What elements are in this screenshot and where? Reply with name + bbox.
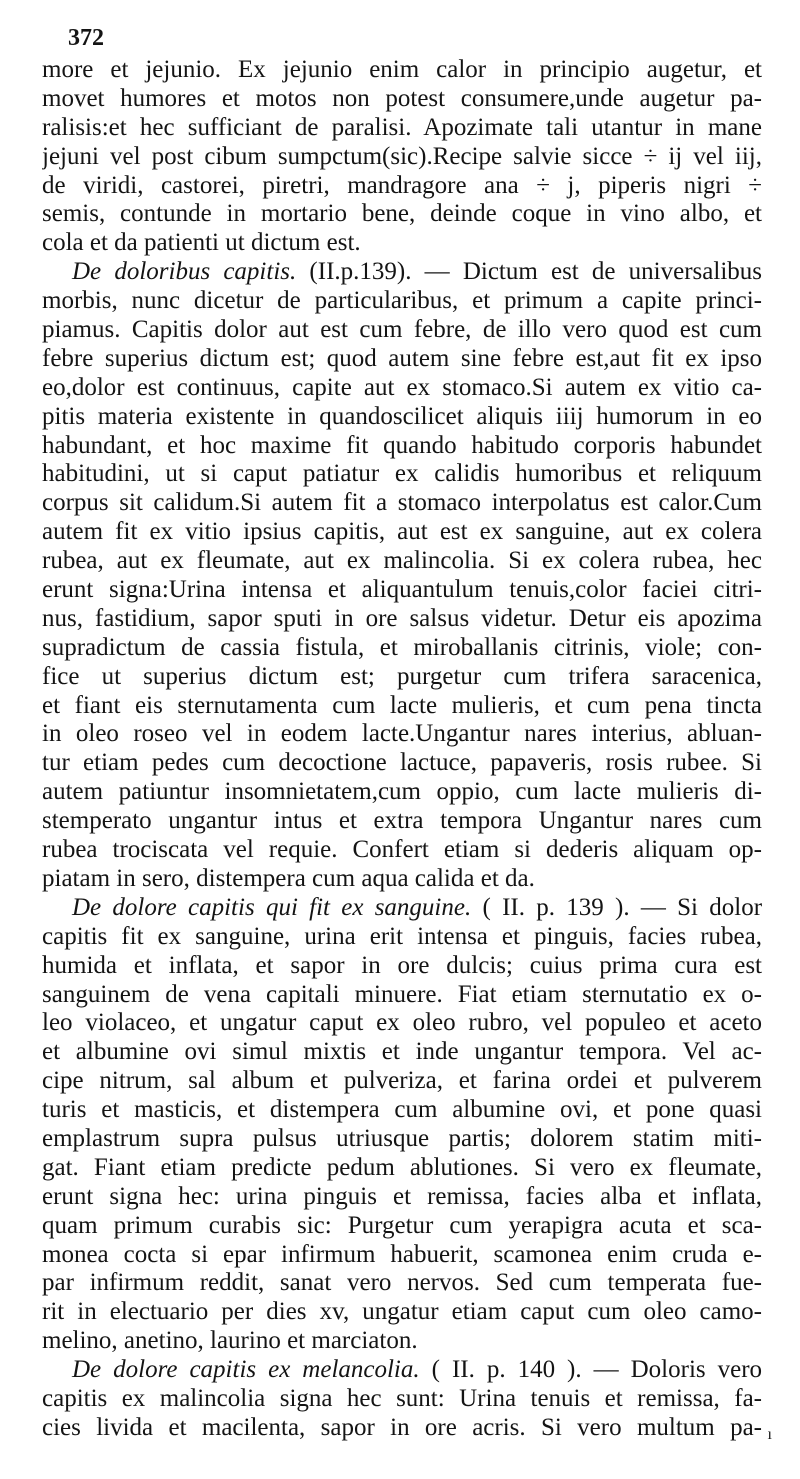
text-line: ralisis:et hec sufficiant de paralisi. Apozimate tali utantur in mane bbox=[42, 113, 762, 141]
text-line: autem patiuntur insomnietatem,cum oppio, cum lacte mulieris di- bbox=[42, 778, 762, 806]
section-reference: ( II. p. 139 ). bbox=[482, 893, 630, 921]
text-line: supradictum de cassia fistula, et miroballanis citrinis, viole; con- bbox=[42, 633, 762, 661]
text-line: erunt signa:Urina intensa et aliquantulum tenuis,color faciei citri- bbox=[42, 576, 762, 604]
paragraph-paralysis-end bbox=[42, 56, 762, 258]
section-heading-line bbox=[42, 1356, 762, 1385]
text-line: autem fit ex vitio ipsius capitis, aut est ex sanguine, aut ex colera bbox=[42, 518, 762, 546]
text-line: et fiant eis sternutamenta cum lacte mulieris, et cum pena tincta bbox=[42, 691, 762, 719]
page-number: 372 bbox=[68, 25, 104, 51]
text-line: rubea, aut ex fleumate, aut ex malincolia. Si ex colera rubea, hec bbox=[42, 547, 762, 575]
section-reference: ( II. p. 140 ). bbox=[431, 1356, 582, 1384]
text-line: rubea trociscata vel requie. Confert etiam si dederis aliquam op- bbox=[42, 836, 762, 864]
text-line: leo violaceo, et ungatur caput ex oleo rubro, vel populeo et aceto bbox=[42, 1009, 762, 1037]
text-line: par infirmum reddit, sanat vero nervos. Sed cum temperata fue- bbox=[42, 1269, 762, 1297]
text-line: sanguinem de vena capitali minuere. Fiat etiam sternutatio ex o- bbox=[42, 980, 762, 1008]
text-line: et albumine ovi simul mixtis et inde ungantur tempora. Vel ac- bbox=[42, 1038, 762, 1066]
section-heading: De dolore capitis qui fit ex sanguine. bbox=[72, 893, 472, 921]
text-line: quam primum curabis sic: Purgetur cum yerapigra acuta et sca- bbox=[42, 1211, 762, 1239]
text-line: emplastrum supra pulsus utriusque partis; dolorem statim miti- bbox=[42, 1124, 762, 1152]
text-line: in oleo roseo vel in eodem lacte.Ungantur nares interius, abluan- bbox=[42, 720, 762, 748]
text-line: erunt signa hec: urina pinguis et remissa, facies alba et inflata, bbox=[42, 1182, 762, 1210]
text-line: gat. Fiant etiam predicte pedum ablutiones. Si vero ex fleumate, bbox=[42, 1153, 762, 1181]
text-line: fice ut superius dictum est; purgetur cum trifera saracenica, bbox=[42, 662, 762, 690]
text-line: melino, anetino, laurino et marciaton. bbox=[42, 1327, 418, 1355]
text-line: stemperato ungantur intus et extra tempora Ungantur nares cum bbox=[42, 807, 762, 835]
text-line: tur etiam pedes cum decoctione lactuce, papaveris, rosis rubee. Si bbox=[42, 749, 762, 777]
section-heading-continuation: — Dictum est de universalibus bbox=[424, 258, 762, 286]
text-line: febre superius dictum est; quod autem sine febre est,aut fit ex ipso bbox=[42, 344, 762, 372]
section-heading: De dolore capitis ex melancolia. bbox=[72, 1356, 420, 1384]
text-line: turis et masticis, et distempera cum albumine ovi, et pone quasi bbox=[42, 1096, 762, 1124]
text-line: piamus. Capitis dolor aut est cum febre, de illo vero quod est cum bbox=[42, 316, 762, 344]
text-line: eo,dolor est continuus, capite aut ex stomaco.Si autem ex vitio ca- bbox=[42, 373, 762, 401]
text-line: cipe nitrum, sal album et pulveriza, et farina ordei et pulverem bbox=[42, 1067, 762, 1095]
text-line: habundant, et hoc maxime fit quando habitudo corporis habundet bbox=[42, 431, 762, 459]
paragraph-headache-sanguine bbox=[42, 894, 762, 1356]
text-line: corpus sit calidum.Si autem fit a stomaco interpolatus est calor.Cum bbox=[42, 489, 762, 517]
text-line: morbis, nunc dicetur de particularibus, et primum a capite princi- bbox=[42, 287, 762, 315]
section-heading-continuation: — Doloris vero bbox=[593, 1356, 762, 1384]
paragraph-headache bbox=[42, 258, 762, 894]
text-line: habitudini, ut si caput patiatur ex calidis humoribus et reliquum bbox=[42, 460, 762, 488]
text-line: pitis materia existente in quandoscilicet aliquis iiij humorum in eo bbox=[42, 402, 762, 430]
text-line: piatam in sero, distempera cum aqua calida et da. bbox=[42, 864, 535, 892]
section-reference: (II.p.139). bbox=[309, 258, 412, 286]
section-heading-continuation: — Si dolor bbox=[640, 893, 762, 921]
text-line: more et jejunio. Ex jejunio enim calor in principio augetur, et bbox=[42, 56, 762, 83]
text-line: nus, fastidium, sapor sputi in ore salsus videtur. Detur eis apozima bbox=[42, 604, 762, 632]
text-line: movet humores et motos non potest consumere,unde augetur pa- bbox=[42, 84, 762, 112]
section-heading: De doloribus capitis. bbox=[72, 258, 297, 286]
section-heading-line bbox=[42, 894, 762, 923]
footer-mark: ı bbox=[767, 1426, 772, 1443]
text-line: cola et da patienti ut dictum est. bbox=[42, 229, 361, 257]
text-line: semis, contunde in mortario bene, deinde coque in vino albo, et bbox=[42, 200, 762, 228]
section-heading-line bbox=[42, 258, 762, 287]
text-line: humida et inflata, et sapor in ore dulcis; cuius prima cura est bbox=[42, 951, 762, 979]
text-line: capitis fit ex sanguine, urina erit intensa et pinguis, facies rubea, bbox=[42, 922, 762, 950]
text-line: monea cocta si epar infirmum habuerit, scamonea enim cruda e- bbox=[42, 1240, 762, 1268]
text-line: rit in electuario per dies xv, ungatur etiam caput cum oleo camo- bbox=[42, 1298, 762, 1326]
text-line: capitis ex malincolia signa hec sunt: Urina tenuis et remissa, fa- bbox=[42, 1384, 762, 1412]
text-line: de viridi, castorei, piretri, mandragore ana ÷ j, piperis nigri ÷ bbox=[42, 171, 762, 199]
text-line: jejuni vel post cibum sumpctum(sic).Recipe salvie sicce ÷ ij vel iij, bbox=[42, 142, 762, 170]
text-line: cies livida et macilenta, sapor in ore acris. Si vero multum pa- bbox=[42, 1413, 762, 1441]
paragraph-headache-melancholy bbox=[42, 1356, 762, 1443]
